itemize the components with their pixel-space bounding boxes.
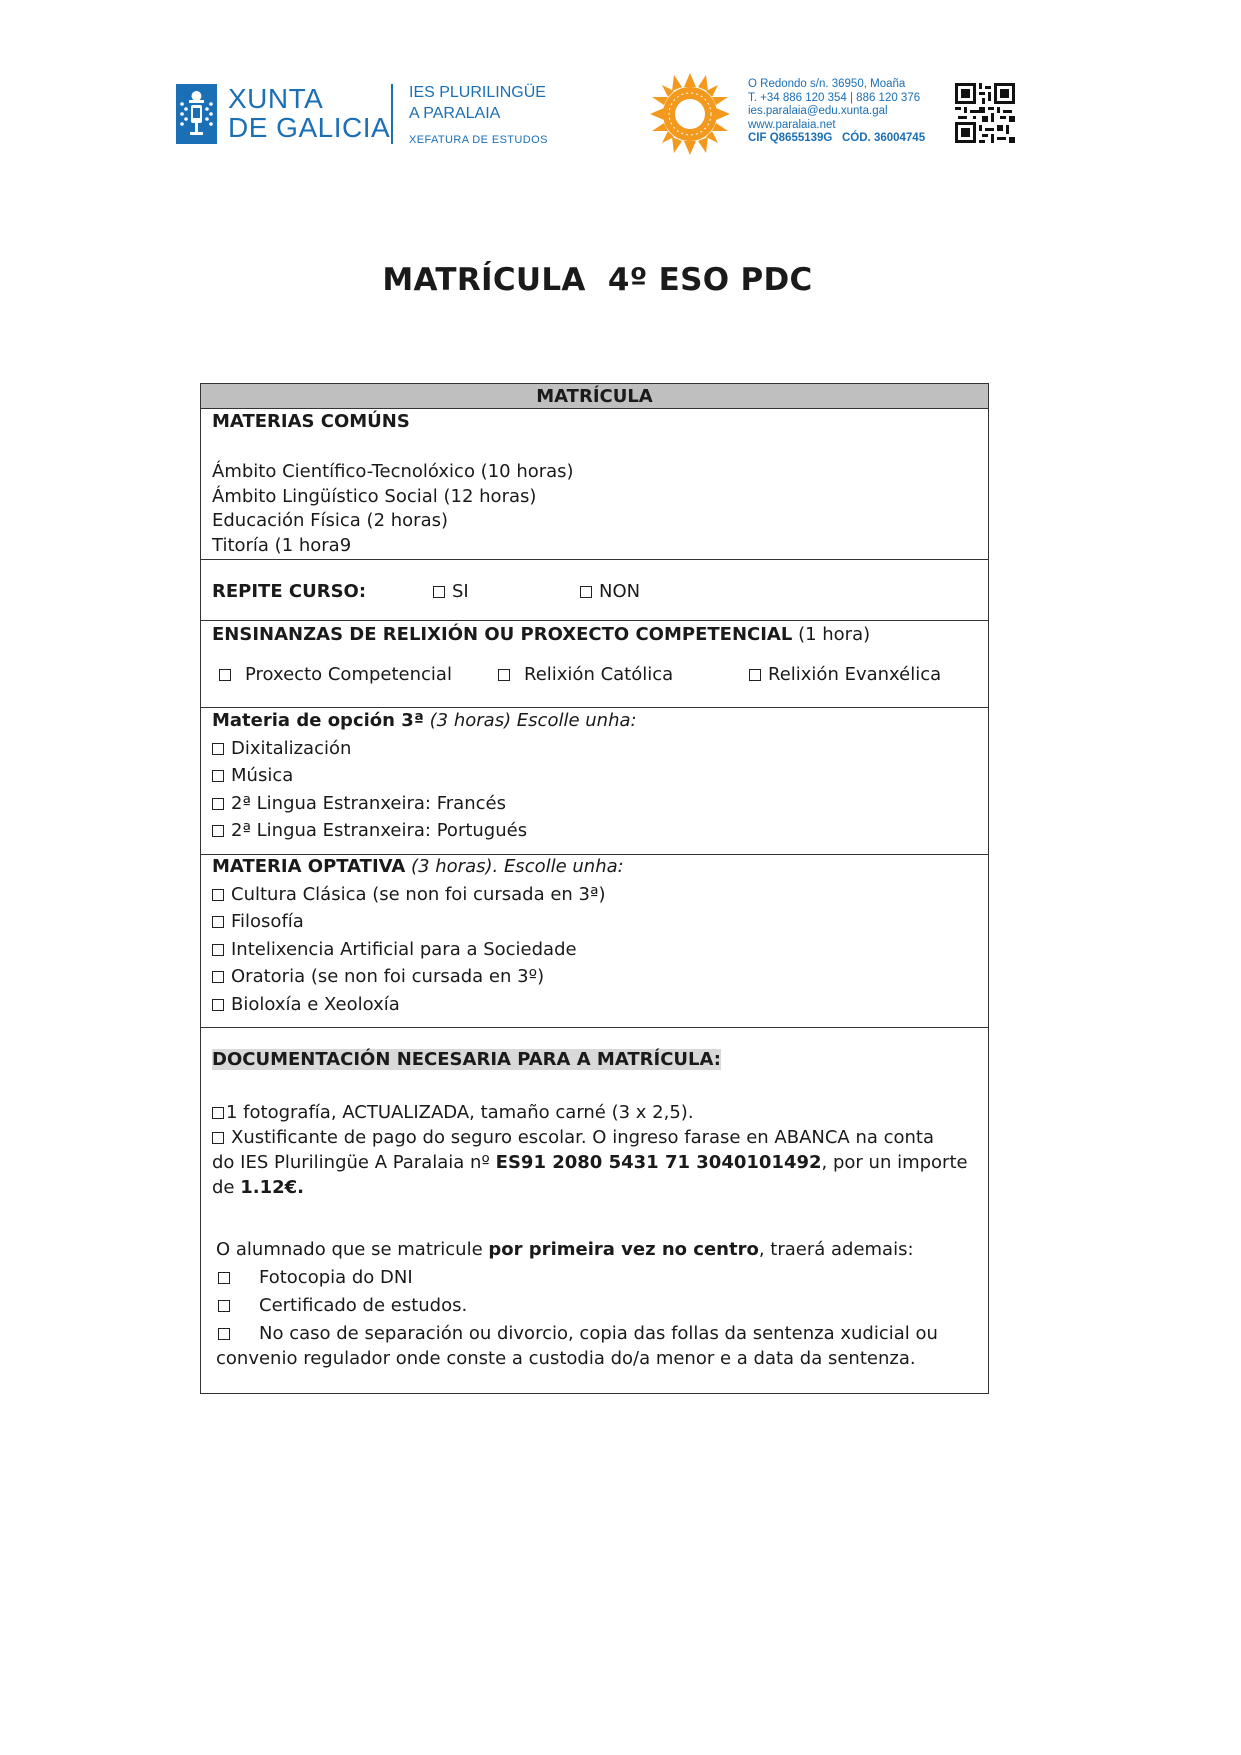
optional-item[interactable] [212, 966, 544, 988]
checkbox-icon[interactable] [580, 586, 592, 598]
checkbox-icon[interactable] [212, 999, 224, 1011]
contact-address: O Redondo s/n. 36950, Moaña [748, 78, 906, 90]
checkbox-icon[interactable] [212, 971, 224, 983]
checkbox-icon[interactable] [212, 743, 224, 755]
optional-item[interactable] [212, 994, 400, 1016]
option3-heading-instructions: (3 horas) Escolle unha: [429, 710, 637, 731]
list-item: Ámbito Científico-Tecnolóxico (10 horas) [212, 461, 574, 482]
divider [201, 854, 988, 855]
note-text: O alumnado que se matricule [216, 1239, 483, 1260]
checkbox-icon[interactable] [212, 1132, 224, 1144]
checkbox-icon[interactable] [212, 916, 224, 928]
doc-payment-text: , por un importe [821, 1152, 968, 1173]
doc-payment-line3 [212, 1177, 304, 1199]
checkbox-icon[interactable] [219, 669, 231, 681]
checkbox-icon[interactable] [212, 770, 224, 782]
xunta-line2: DE GALICIA [228, 112, 391, 143]
xunta-wordmark [228, 84, 390, 142]
note-emphasis: por primeira vez no centro [488, 1239, 759, 1260]
header-divider [391, 84, 393, 144]
note-text: , traerá ademais: [758, 1239, 914, 1260]
option-label: Oratoria (se non foi cursada en 3º) [231, 966, 545, 987]
checkbox-icon[interactable] [433, 586, 445, 598]
common-subjects-heading: MATERIAS COMÚNS [212, 411, 410, 432]
option-label: Certificado de estudos. [259, 1295, 468, 1316]
checkbox-icon[interactable] [212, 798, 224, 810]
paralaia-sun-logo-icon [650, 73, 730, 155]
repeat-no-label: NON [599, 581, 641, 602]
optional-heading [212, 856, 624, 878]
option-label: Intelixencia Artificial para a Sociedade [231, 939, 577, 960]
new-student-item[interactable] [218, 1295, 467, 1317]
optional-heading-instructions: (3 horas). Escolle unha: [411, 856, 624, 877]
checkbox-icon[interactable] [212, 825, 224, 837]
option3-heading-main: Materia de opción 3ª [212, 710, 424, 731]
option-relixion-catolica[interactable] [498, 664, 673, 686]
qr-code-icon [955, 82, 1015, 144]
optional-item[interactable] [212, 884, 606, 906]
checkbox-icon[interactable] [498, 669, 510, 681]
form-header: MATRÍCULA [201, 384, 988, 409]
option3-item[interactable] [212, 765, 293, 787]
contact-web[interactable]: www.paralaia.net [748, 118, 836, 131]
option-label: 2ª Lingua Estranxeira: Francés [231, 793, 506, 814]
school-department: XEFATURA DE ESTUDOS [409, 134, 548, 146]
contact-cod: 36004745 [873, 132, 926, 144]
religion-heading-hours: (1 hora) [798, 624, 871, 645]
school-wordmark [409, 82, 548, 151]
divider [201, 559, 988, 560]
divider [201, 620, 988, 621]
doc-photo-text: 1 fotografía, ACTUALIZADA, tamaño carné (3 x 2,5). [226, 1102, 694, 1123]
doc-payment-line1: Xustificante de pago do seguro escolar. O ingreso farase en ABANCA na conta [231, 1127, 935, 1148]
option-label: Dixitalización [231, 738, 352, 759]
option-label: Proxecto Competencial [245, 664, 452, 685]
option3-item[interactable] [212, 793, 506, 815]
divider [201, 1027, 988, 1028]
option-label: Relixión Católica [524, 664, 674, 685]
school-name-line2: A PARALAIA [409, 105, 501, 122]
xunta-line1: XUNTA [228, 83, 324, 114]
new-student-item-continuation: convenio regulador onde conste a custodia do/a menor e a data da sentenza. [216, 1348, 916, 1369]
repeat-year-label: REPITE CURSO: [212, 581, 367, 602]
option-label: Cultura Clásica (se non foi cursada en 3ª) [231, 884, 606, 905]
option-label: No caso de separación ou divorcio, copia das follas da sentenza xudicial ou [259, 1323, 938, 1344]
contact-cod-label: CÓD. [841, 132, 871, 144]
checkbox-icon[interactable] [749, 669, 761, 681]
religion-heading [212, 624, 870, 646]
school-name-line1: IES PLURILINGÜE [409, 84, 546, 101]
option-label: Bioloxía e Xeoloxía [231, 994, 400, 1015]
option3-item[interactable] [212, 738, 351, 760]
documentation-heading [212, 1049, 721, 1071]
checkbox-icon[interactable] [212, 889, 224, 901]
new-student-item[interactable] [218, 1323, 938, 1345]
contact-email[interactable]: ies.paralaia@edu.xunta.gal [748, 105, 888, 117]
checkbox-icon[interactable] [212, 1107, 224, 1119]
checkbox-icon[interactable] [218, 1328, 230, 1340]
new-student-item[interactable] [218, 1267, 413, 1289]
optional-item[interactable] [212, 911, 304, 933]
optional-item[interactable] [212, 939, 577, 961]
option3-heading [212, 710, 637, 732]
option-label: Fotocopia do DNI [259, 1267, 413, 1288]
religion-heading-main: ENSINANZAS DE RELIXIÓN OU PROXECTO COMPETENCIAL [212, 624, 793, 645]
list-item: Ámbito Lingüístico Social (12 horas) [212, 486, 537, 507]
option-proxecto-competencial[interactable] [219, 664, 452, 686]
contact-ids [748, 132, 925, 146]
enrolment-form [200, 383, 989, 1394]
repeat-yes-label: SI [452, 581, 469, 602]
option-label: Filosofía [231, 911, 304, 932]
checkbox-icon[interactable] [212, 944, 224, 956]
checkbox-icon[interactable] [218, 1272, 230, 1284]
xunta-coat-of-arms-icon [176, 84, 217, 144]
checkbox-icon[interactable] [218, 1300, 230, 1312]
page-title: MATRÍCULA 4º ESO PDC [382, 262, 813, 298]
contact-phone: T. +34 886 120 354 | 886 120 376 [748, 91, 921, 104]
list-item: Educación Física (2 horas) [212, 510, 449, 531]
contact-cif: CIF Q8655139G [748, 132, 833, 144]
option-relixion-evanxelica[interactable] [749, 664, 941, 686]
optional-heading-main: MATERIA OPTATIVA [212, 856, 406, 877]
documentation-heading-text: DOCUMENTACIÓN NECESARIA PARA A MATRÍCULA: [212, 1049, 721, 1070]
doc-payment-line2 [212, 1152, 968, 1174]
list-item: Titoría (1 hora9 [212, 535, 352, 556]
bank-account-number: ES91 2080 5431 71 3040101492 [495, 1152, 822, 1173]
doc-payment-text: de [212, 1177, 235, 1198]
contact-block [748, 78, 925, 146]
divider [201, 707, 988, 708]
option-label: Relixión Evanxélica [768, 664, 942, 685]
repeat-yes-option[interactable] [433, 581, 469, 603]
doc-item-payment[interactable] [212, 1127, 934, 1149]
option3-item[interactable] [212, 820, 527, 842]
doc-payment-text: do IES Plurilingüe A Paralaia nº [212, 1152, 490, 1173]
payment-amount: 1.12€. [240, 1177, 305, 1198]
new-students-note [216, 1239, 914, 1261]
option-label: Música [231, 765, 294, 786]
doc-item-photo[interactable] [212, 1102, 694, 1124]
repeat-no-option[interactable] [580, 581, 640, 603]
option-label: 2ª Lingua Estranxeira: Portugués [231, 820, 528, 841]
